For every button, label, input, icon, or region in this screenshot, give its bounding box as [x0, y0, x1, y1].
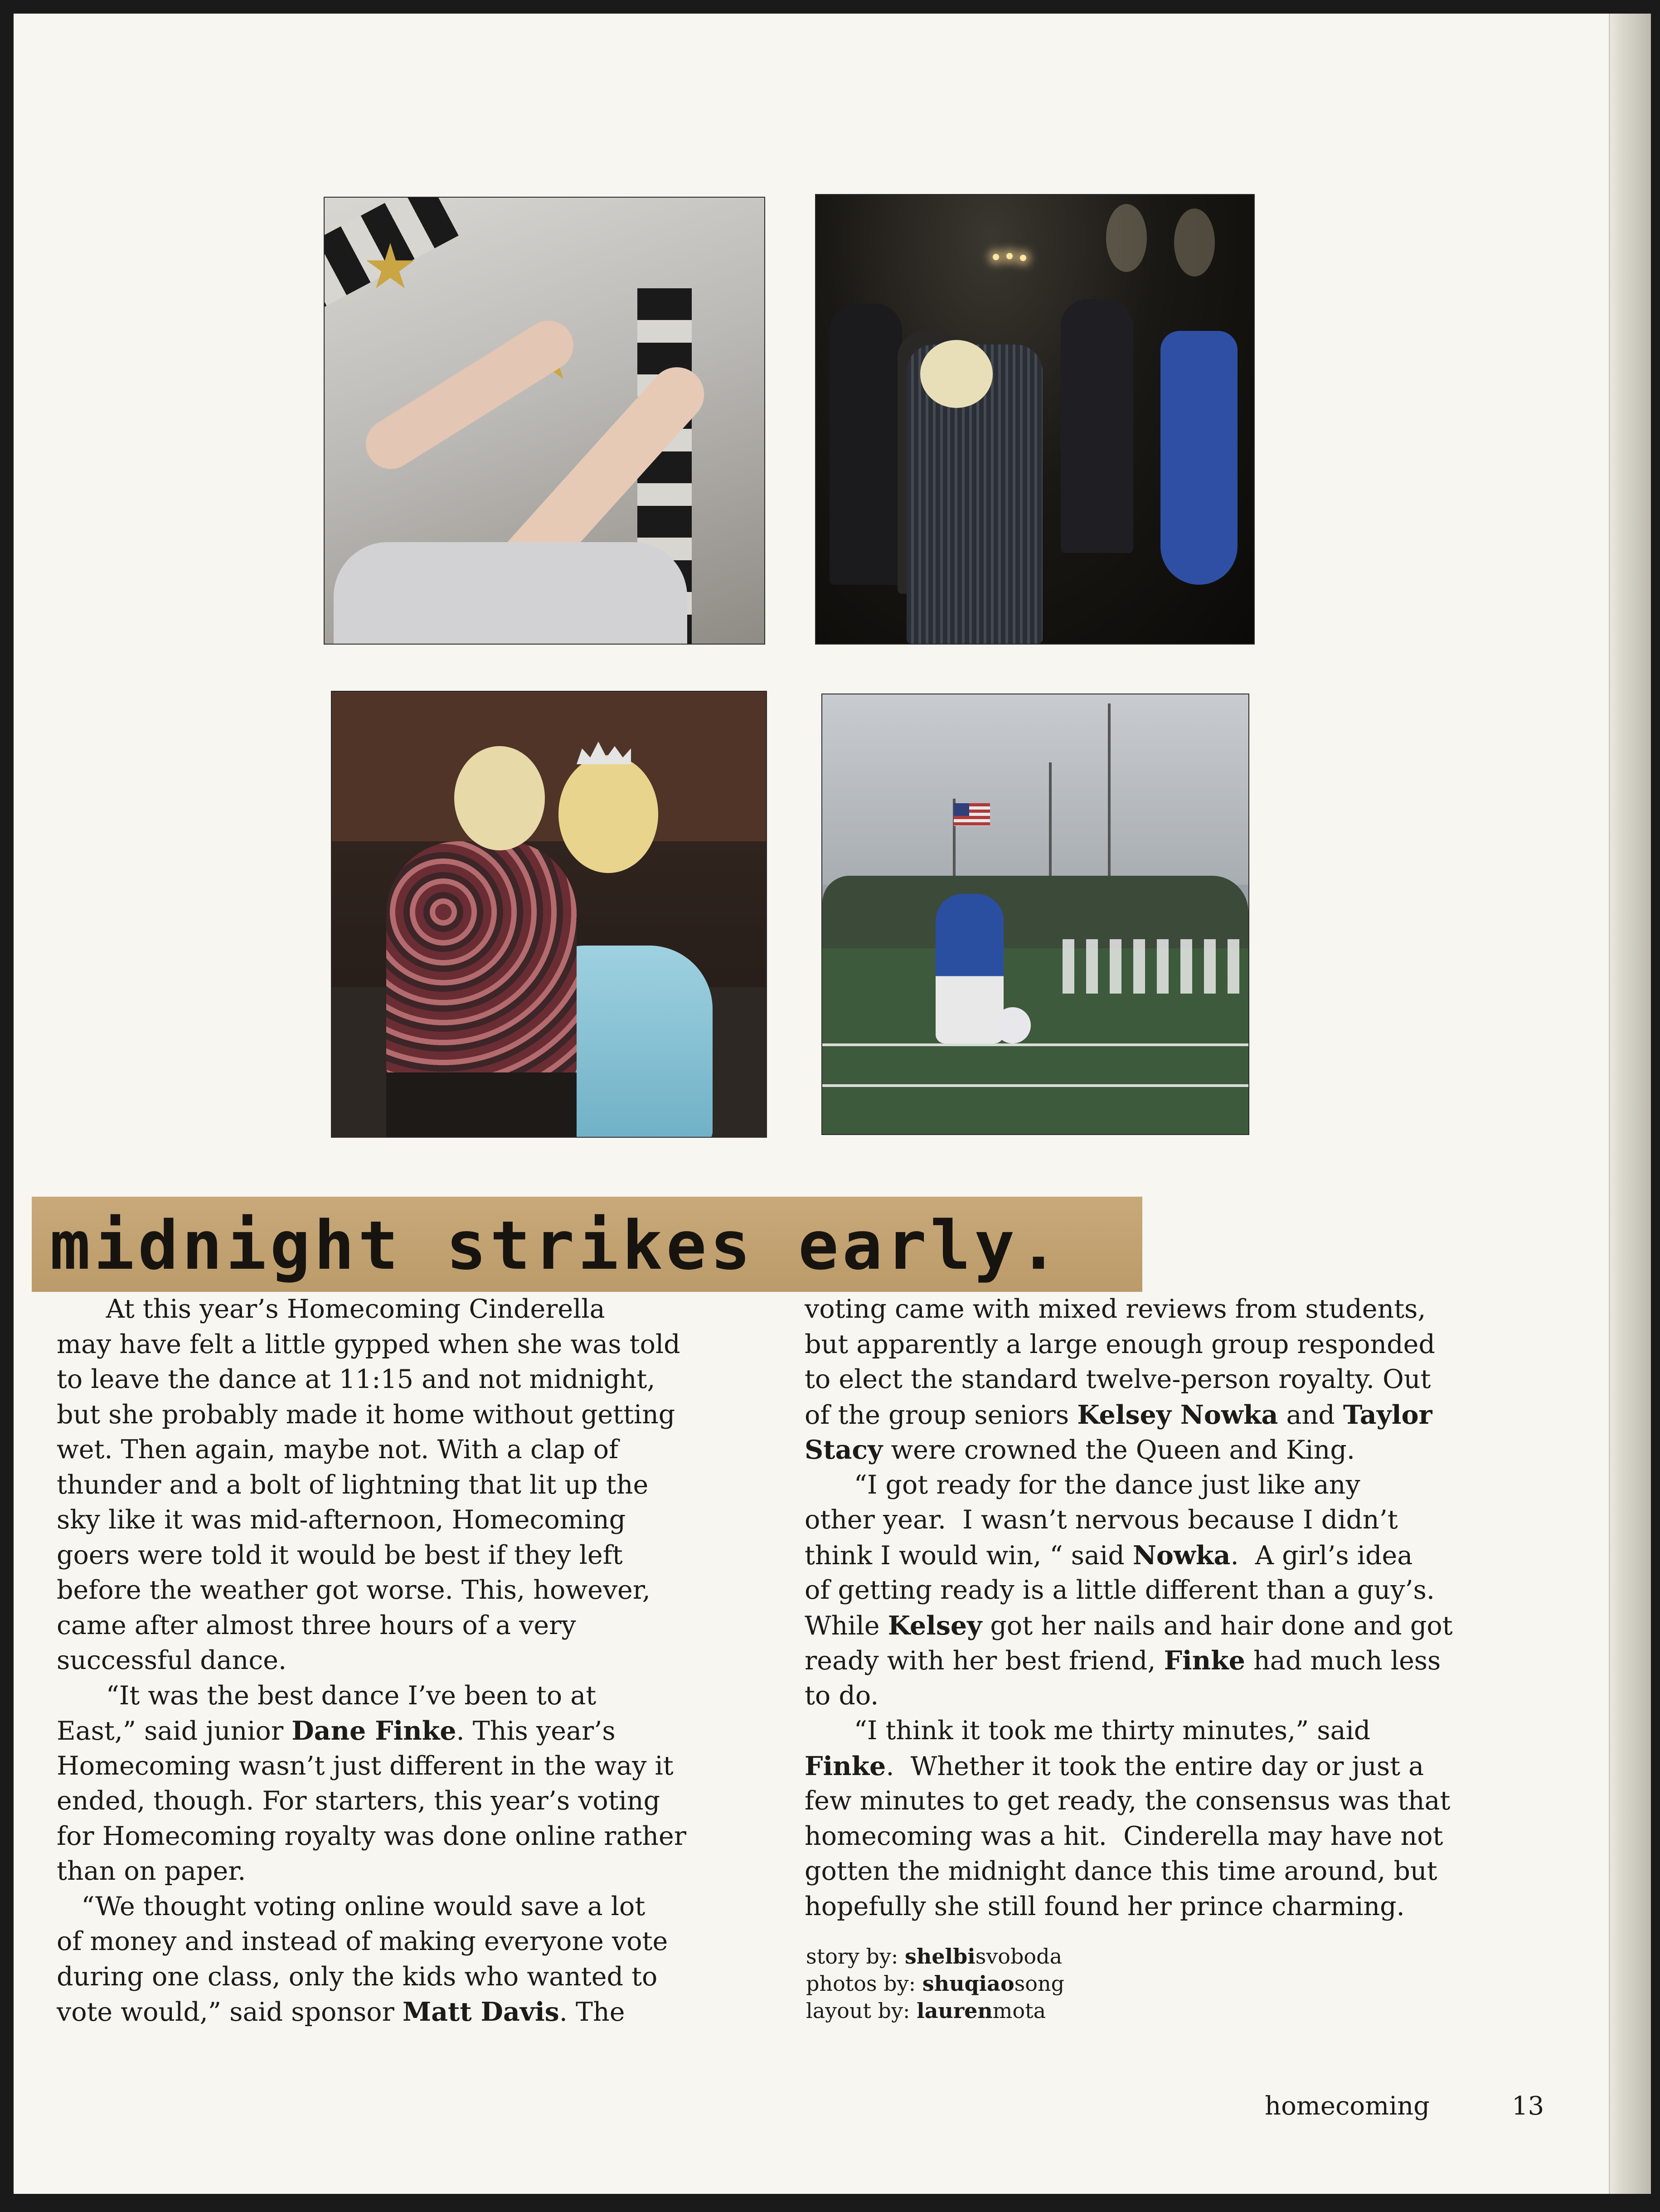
shirt [334, 542, 687, 644]
article-line [805, 1784, 1453, 1819]
article-line [57, 1432, 686, 1468]
article-line [57, 1924, 686, 1960]
credit-last-name: song [1014, 1971, 1065, 1996]
credit-label: layout by: [806, 1999, 917, 2023]
article-text: other year. I wasn’t nervous because I didn’t [805, 1505, 1398, 1535]
article-line [805, 1573, 1453, 1608]
credit-last-name: svoboda [975, 1944, 1062, 1969]
team-players [1063, 939, 1239, 994]
article-text: of getting ready is a little different than a guy’s. [805, 1575, 1435, 1605]
article-text: voting came with mixed reviews from students, [805, 1294, 1426, 1324]
credit-label: story by: [806, 1944, 905, 1969]
blonde-hair [454, 746, 545, 850]
article-line [57, 1994, 686, 2030]
article-text: but she probably made it home without getting [57, 1399, 675, 1430]
article-line [805, 1678, 1453, 1714]
article-column-right [805, 1292, 1453, 1924]
article-text: but apparently a large enough group responded [805, 1329, 1435, 1359]
article-line [805, 1327, 1453, 1363]
person-name: Stacy [805, 1435, 883, 1465]
person-name: Matt Davis [402, 1997, 559, 2027]
article-text: “We thought voting online would save a lot [57, 1891, 646, 1921]
photo-dance-floor [816, 195, 1254, 644]
credit-line [806, 1997, 1064, 2024]
article-text: . A girl’s idea [1230, 1540, 1413, 1571]
article-line [805, 1397, 1453, 1433]
person-name: Finke [805, 1751, 886, 1781]
article-line [57, 1292, 686, 1327]
article-text: of money and instead of making everyone vote [57, 1926, 668, 1956]
blonde-hair [558, 755, 658, 873]
article-text: wet. Then again, maybe not. With a clap of [57, 1435, 619, 1465]
article-line [805, 1292, 1453, 1327]
floral-blouse [386, 841, 577, 1077]
credit-label: photos by: [806, 1971, 922, 1996]
page-headline: midnight strikes early. [50, 1207, 1063, 1285]
article-text: . Whether it took the entire day or just a [886, 1751, 1424, 1781]
article-line [805, 1468, 1453, 1503]
article-text: to elect the standard twelve-person royalty. Out [805, 1364, 1431, 1394]
article-text: thunder and a bolt of lightning that lit up the [57, 1470, 649, 1500]
article-line [57, 1960, 686, 1995]
article-text: gotten the midnight dance this time around, but [805, 1856, 1437, 1886]
photo-decorating [325, 198, 764, 644]
credit-first-name: lauren [917, 1999, 993, 2023]
stage-light [993, 254, 999, 260]
person-name: Finke [1164, 1645, 1245, 1676]
football-player [936, 894, 1004, 1043]
person-name: Dane Finke [291, 1716, 456, 1746]
article-text: . The [559, 1997, 625, 2027]
dancer [1160, 331, 1238, 585]
article-text: At this year’s Homecoming Cinderella [57, 1294, 605, 1324]
article-line [57, 1889, 686, 1925]
article-text: than on paper. [57, 1856, 246, 1886]
article-text: think I would win, “ said [805, 1540, 1133, 1571]
credit-first-name: shuqiao [922, 1971, 1014, 1996]
article-text: “I think it took me thirty minutes,” said [805, 1716, 1371, 1746]
article-text: ready with her best friend, [805, 1646, 1164, 1676]
article-text: and [1278, 1400, 1343, 1430]
stage-light [1006, 253, 1013, 259]
photo-credits [806, 1943, 1064, 2024]
article-line [57, 1784, 686, 1819]
american-flag-icon [954, 803, 990, 826]
article-text: successful dance. [57, 1645, 287, 1675]
article-column-left [57, 1292, 686, 2030]
article-line [57, 1854, 686, 1889]
article-line [57, 1713, 686, 1749]
person-name: Kelsey [888, 1610, 982, 1641]
article-line [57, 1327, 686, 1363]
section-label: homecoming [1265, 2091, 1430, 2121]
dancer [1061, 299, 1133, 553]
article-text: were crowned the Queen and King. [883, 1435, 1355, 1465]
dancer-hair [920, 340, 993, 408]
article-text: before the weather got worse. This, however, [57, 1575, 650, 1605]
credit-line [806, 1943, 1064, 1970]
photo-football-field [822, 694, 1248, 1134]
article-line [57, 1538, 686, 1573]
stage-light [1020, 255, 1026, 261]
dancer [830, 304, 902, 585]
article-text: may have felt a little gypped when she was told [57, 1329, 680, 1359]
person-name: Nowka [1132, 1540, 1231, 1571]
article-text: goers were told it would be best if they left [57, 1540, 623, 1570]
article-line [805, 1538, 1453, 1573]
article-line [805, 1503, 1453, 1538]
light-glow [1174, 209, 1215, 276]
page-edge [1609, 14, 1651, 2194]
article-text: “It was the best dance I’ve been to at [57, 1680, 597, 1711]
article-line [57, 1643, 686, 1678]
article-line [57, 1678, 686, 1714]
arm [356, 311, 582, 479]
article-text: hopefully she still found her prince charming. [805, 1891, 1405, 1921]
article-text: homecoming was a hit. Cinderella may have not [805, 1821, 1443, 1851]
photo-hug-crown [332, 692, 766, 1137]
helmet-icon [995, 1007, 1031, 1043]
article-line [805, 1608, 1453, 1644]
sky [822, 694, 1248, 885]
article-text: “I got ready for the dance just like any [805, 1470, 1360, 1500]
article-line [57, 1468, 686, 1503]
article-line [57, 1819, 686, 1854]
article-text: East,” said junior [57, 1716, 292, 1746]
article-line [57, 1608, 686, 1644]
credit-last-name: mota [992, 1999, 1046, 2023]
article-text: Homecoming wasn’t just different in the way it [57, 1751, 674, 1781]
article-text: came after almost three hours of a very [57, 1610, 576, 1640]
article-line [805, 1432, 1453, 1468]
article-text: While [805, 1610, 888, 1641]
article-line [805, 1889, 1453, 1925]
article-text: vote would,” said sponsor [57, 1997, 403, 2027]
article-text: to leave the dance at 11:15 and not midnight, [57, 1364, 655, 1394]
light-glow [1106, 204, 1147, 272]
article-text: had much less [1245, 1646, 1441, 1676]
article-text: during one class, only the kids who wanted to [57, 1961, 658, 1992]
article-line [805, 1854, 1453, 1889]
pants [386, 1072, 577, 1137]
article-line [57, 1573, 686, 1608]
article-line [805, 1362, 1453, 1397]
article-line [57, 1503, 686, 1538]
credit-first-name: shelbi [904, 1944, 976, 1969]
yard-line [822, 1043, 1248, 1046]
page-number: 13 [1512, 2091, 1544, 2121]
article-text: for Homecoming royalty was done online rather [57, 1821, 687, 1851]
yard-line [822, 1084, 1248, 1087]
article-line [57, 1397, 686, 1433]
article-text: . This year’s [456, 1716, 616, 1746]
article-line [805, 1643, 1453, 1678]
person-name: Kelsey Nowka [1077, 1399, 1278, 1430]
article-text: few minutes to get ready, the consensus was that [805, 1786, 1451, 1816]
article-line [805, 1713, 1453, 1749]
article-text: ended, though. For starters, this year’s voting [57, 1786, 660, 1816]
article-text: of the group seniors [805, 1400, 1078, 1430]
article-line [57, 1749, 686, 1784]
article-line [805, 1749, 1453, 1784]
person-name: Taylor [1343, 1399, 1432, 1430]
article-text: to do. [805, 1680, 879, 1711]
article-line [805, 1819, 1453, 1854]
article-text: got her nails and hair done and got [982, 1610, 1453, 1641]
article-text: sky like it was mid-afternoon, Homecoming [57, 1505, 626, 1535]
article-line [57, 1362, 686, 1397]
wall [332, 692, 766, 841]
credit-line [806, 1970, 1064, 1997]
